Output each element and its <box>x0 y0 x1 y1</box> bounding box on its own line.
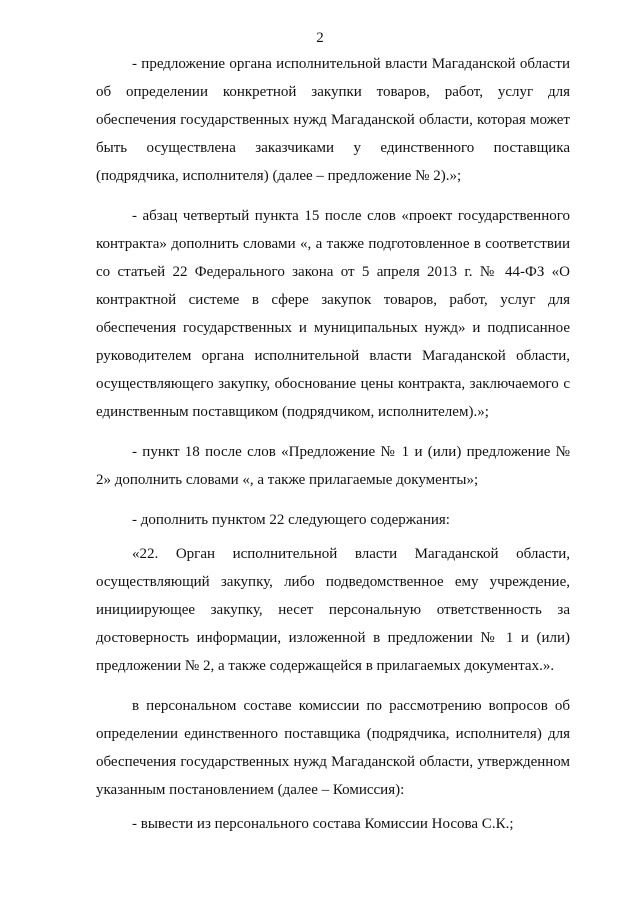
paragraph-item-15: - абзац четвертый пункта 15 после слов «проект государственного контракта» дополнить словами «, а также подготовленное в соответствии со статьей 22 Федерального закона от 5 апреля 2013 г. № 44-ФЗ «О контрактной системе в сфере закупок товаров, работ, услуг для обеспечения государственных и муниципальных нужд» и подписанное руководителем органа исполнительной власти Магаданской области, осуществляющего закупку, обоснование цены контракта, заключаемого с единственным поставщиком (подрядчиком, исполнителем).»; <box>96 208 570 420</box>
paragraph-item-22-text: «22. Орган исполнительной власти Магаданской области, осуществляющий закупку, либо подведомственное ему учреждение, инициирующее закупку, несет персональную ответственность за достоверность информации, изложенной в предложении № 1 и (или) предложении № 2, а также содержащейся в прилагаемых документах.». <box>96 546 570 674</box>
paragraph-proposal-2: - предложение органа исполнительной власти Магаданской области об определении конкретной закупки товаров, работ, услуг для обеспечения государственных нужд Магаданской области, которая может быть осуществлена заказчиками у единственного поставщика (подрядчика, исполнителя) (далее – предложение № 2).»; <box>96 56 570 184</box>
paragraph-remove-member: - вывести из персонального состава Комиссии Носова С.К.; <box>132 816 514 832</box>
paragraph-item-18: - пункт 18 после слов «Предложение № 1 и (или) предложение № 2» дополнить словами «, а также прилагаемые документы»; <box>96 444 570 488</box>
paragraph-commission: в персональном составе комиссии по рассмотрению вопросов об определении единственного поставщика (подрядчика, исполнителя) для обеспечения государственных нужд Магаданской области, утвержденном указанным постановлением (далее – Комиссия): <box>96 698 570 798</box>
page-number: 2 <box>316 30 324 46</box>
paragraph-add-item-22: - дополнить пунктом 22 следующего содержания: <box>132 512 450 528</box>
document-body <box>96 50 570 850</box>
